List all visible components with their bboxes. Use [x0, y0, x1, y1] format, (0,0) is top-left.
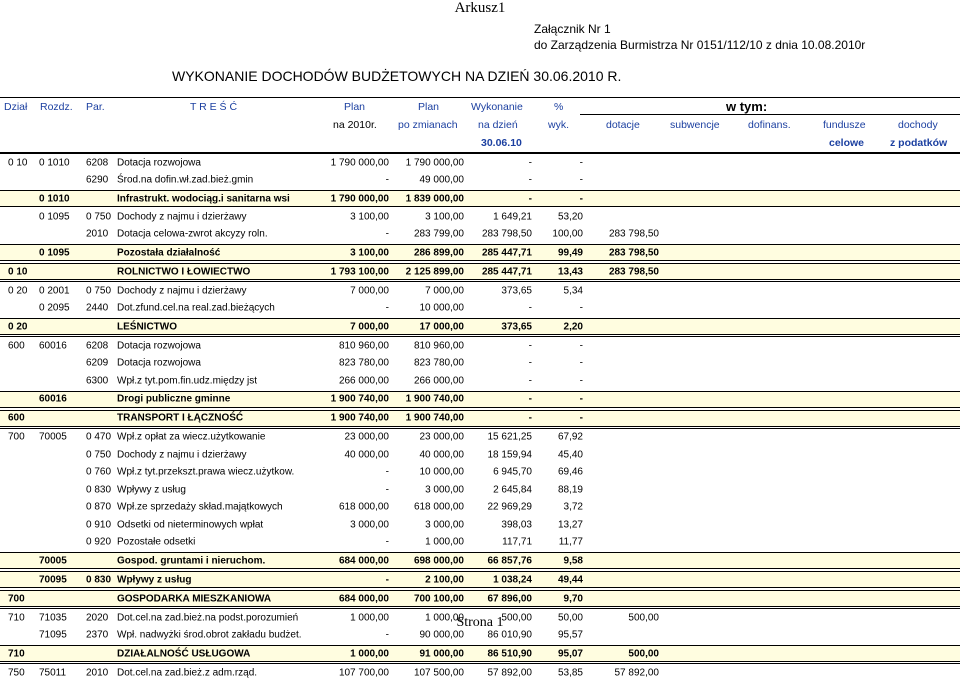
plan-changed-value: 1 900 740,00 — [405, 412, 464, 424]
plan-value: 1 900 740,00 — [330, 412, 389, 424]
attachment-line-1: Załącznik Nr 1 — [534, 22, 611, 36]
chapter-code: 0 2001 — [39, 285, 70, 297]
description: Odsetki od nieterminowych wpłat — [117, 519, 264, 531]
chapter-code: 0 1010 — [39, 193, 70, 204]
paragraph-code: 0 910 — [86, 519, 112, 531]
division-code: 600 — [8, 340, 25, 352]
execution-percent: 50,00 — [557, 612, 583, 624]
plan-value: 3 000,00 — [350, 519, 389, 531]
col-plan-zm-sub: po zmianach — [398, 119, 458, 131]
col-dofinans: dofinans. — [748, 119, 791, 131]
subsidy-value: 57 892,00 — [614, 667, 659, 679]
execution-percent: 67,92 — [557, 431, 583, 443]
plan-changed-value: 2 100,00 — [425, 574, 464, 585]
plan-value: - — [385, 302, 389, 314]
plan-changed-value: 107 500,00 — [413, 667, 464, 679]
plan-value: 7 000,00 — [350, 321, 389, 332]
paragraph-code: 6300 — [86, 375, 109, 387]
execution-percent: - — [579, 174, 583, 186]
document-title: WYKONANIE DOCHODÓW BUDŻETOWYCH NA DZIEŃ 30.06.2010 R. — [172, 68, 622, 84]
col-plan-zm: Plan — [418, 101, 440, 113]
plan-changed-value: 7 000,00 — [425, 285, 464, 297]
execution-value: 86 510,90 — [487, 648, 532, 659]
execution-value: - — [528, 340, 532, 352]
col-pct: % — [554, 101, 564, 113]
table-row — [0, 428, 960, 447]
execution-percent: 5,34 — [563, 285, 583, 297]
summary-row — [0, 243, 960, 262]
division-code: 0 20 — [8, 321, 28, 332]
plan-changed-value: 1 000,00 — [425, 612, 464, 624]
description: ROLNICTWO I ŁOWIECTWO — [117, 266, 251, 277]
execution-value: 285 447,71 — [481, 266, 532, 277]
plan-changed-value: 283 799,00 — [413, 228, 464, 240]
summary-row — [0, 570, 960, 589]
division-code: 710 — [8, 648, 25, 659]
summary-row — [0, 644, 960, 663]
execution-value: - — [528, 393, 532, 405]
plan-changed-value: 823 780,00 — [413, 357, 464, 369]
description: Dochody z najmu i dzierżawy — [117, 211, 247, 223]
description: Dotacja celowa-zwrot akcyzy roln. — [117, 228, 268, 240]
table-row — [0, 172, 960, 190]
plan-changed-value: 3 000,00 — [425, 484, 464, 496]
paragraph-code: 0 750 — [86, 285, 112, 297]
plan-changed-value: 2 125 899,00 — [405, 266, 464, 277]
plan-changed-value: 1 900 740,00 — [405, 393, 464, 405]
execution-percent: 13,43 — [557, 266, 583, 277]
division-code: 0 10 — [8, 157, 28, 169]
description: Gospod. gruntami i nieruchom. — [117, 555, 266, 566]
plan-changed-value: 698 000,00 — [413, 555, 464, 566]
summary-row — [0, 551, 960, 570]
description: Dotacja rozwojowa — [117, 357, 201, 369]
attachment-line-2: do Zarządzenia Burmistrza Nr 0151/112/10 z dnia 10.08.2010r — [534, 38, 866, 52]
execution-value: 22 969,29 — [487, 501, 532, 513]
description: Wpływy z usług — [117, 484, 186, 496]
plan-value: - — [385, 174, 389, 186]
execution-percent: - — [579, 302, 583, 314]
execution-value: 1 649,21 — [493, 211, 532, 223]
table-row — [0, 499, 960, 517]
description: TRANSPORT I ŁĄCZNOŚĆ — [117, 412, 244, 424]
execution-value: 15 621,25 — [487, 431, 532, 443]
col-tresc: T R E Ś Ć — [190, 101, 238, 113]
execution-percent: 9,58 — [563, 555, 583, 566]
division-code: 700 — [8, 593, 25, 604]
execution-percent: 69,46 — [557, 466, 583, 478]
description: LEŚNICTWO — [117, 321, 177, 332]
execution-value: - — [528, 375, 532, 387]
plan-changed-value: 90 000,00 — [419, 629, 464, 641]
col-plan: Plan — [344, 101, 366, 113]
description: Drogi publiczne gminne — [117, 393, 231, 405]
execution-percent: 99,49 — [557, 247, 583, 258]
plan-value: 266 000,00 — [338, 375, 389, 387]
table-row — [0, 336, 960, 355]
description: GOSPODARKA MIESZKANIOWA — [117, 593, 272, 604]
execution-value: 86 010,90 — [487, 629, 532, 641]
execution-value: 398,03 — [501, 519, 532, 531]
summary-row — [0, 390, 960, 409]
plan-value: - — [385, 466, 389, 478]
execution-value: 500,00 — [501, 612, 532, 624]
chapter-code: 0 2095 — [39, 302, 70, 314]
plan-value: - — [385, 536, 389, 548]
table-row — [0, 481, 960, 499]
paragraph-code: 6209 — [86, 357, 109, 369]
paragraph-code: 2370 — [86, 629, 109, 641]
description: Wpł.z opłat za wiecz.użytkowanie — [117, 431, 266, 443]
execution-percent: 53,20 — [557, 211, 583, 223]
paragraph-code: 0 870 — [86, 501, 112, 513]
col-pct-sub: wyk. — [548, 119, 569, 131]
description: Dot.cel.na zad.bież.z adm.rząd. — [117, 667, 258, 679]
page-footer: Strona 1 — [456, 615, 504, 630]
paragraph-code: 0 830 — [86, 574, 112, 585]
division-code: 600 — [8, 412, 25, 424]
table-row — [0, 153, 960, 172]
plan-value: 40 000,00 — [344, 449, 389, 461]
plan-value: - — [385, 574, 389, 585]
execution-value: - — [528, 412, 532, 424]
execution-percent: - — [579, 357, 583, 369]
plan-changed-value: 286 899,00 — [413, 247, 464, 258]
subsidy-value: 283 798,50 — [608, 228, 659, 240]
execution-percent: 9,70 — [563, 593, 583, 604]
plan-changed-value: 91 000,00 — [419, 648, 464, 659]
paragraph-code: 0 830 — [86, 484, 112, 496]
execution-percent: 11,77 — [558, 536, 583, 548]
execution-value: 285 447,71 — [481, 247, 532, 258]
chapter-code: 70095 — [39, 574, 67, 585]
chapter-code: 70005 — [39, 555, 67, 566]
col-wyk-date: 30.06.10 — [481, 137, 522, 149]
execution-value: 1 038,24 — [493, 574, 532, 585]
plan-changed-value: 23 000,00 — [419, 431, 464, 443]
summary-row — [0, 409, 960, 428]
paragraph-code: 2010 — [86, 228, 109, 240]
execution-value: 373,65 — [501, 285, 532, 297]
paragraph-code: 2020 — [86, 612, 109, 624]
execution-percent: 2,20 — [563, 321, 583, 332]
plan-value: 1 790 000,00 — [330, 157, 389, 169]
description: Dotacja rozwojowa — [117, 340, 201, 352]
execution-value: - — [528, 193, 532, 204]
execution-value: 18 159,94 — [487, 449, 532, 461]
col-plan-sub: na 2010r. — [333, 119, 377, 131]
plan-changed-value: 1 839 000,00 — [405, 193, 464, 204]
execution-value: 117,71 — [502, 536, 532, 548]
execution-percent: - — [579, 340, 583, 352]
description: DZIAŁALNOŚĆ USŁUGOWA — [117, 648, 251, 659]
plan-value: 684 000,00 — [338, 593, 389, 604]
chapter-code: 0 1095 — [39, 211, 70, 223]
plan-value: 684 000,00 — [338, 555, 389, 566]
summary-row — [0, 189, 960, 208]
execution-percent: - — [579, 393, 583, 405]
paragraph-code: 6208 — [86, 340, 109, 352]
plan-value: 1 000,00 — [350, 648, 389, 659]
chapter-code: 60016 — [39, 340, 67, 352]
paragraph-code: 2010 — [86, 667, 109, 679]
execution-value: - — [528, 157, 532, 169]
plan-value: 107 700,00 — [338, 667, 389, 679]
paragraph-code: 6290 — [86, 174, 109, 186]
division-code: 0 10 — [8, 266, 28, 277]
paragraph-code: 0 750 — [86, 449, 112, 461]
col-dochody: dochody — [898, 119, 938, 131]
col-wyk: Wykonanie — [471, 101, 523, 113]
col-rozdz: Rozdz. — [40, 101, 73, 113]
chapter-code: 0 1010 — [39, 157, 70, 169]
plan-value: 618 000,00 — [338, 501, 389, 513]
chapter-code: 60016 — [39, 393, 67, 405]
paragraph-code: 0 920 — [86, 536, 112, 548]
subsidy-value: 500,00 — [628, 612, 659, 624]
col-subwencje: subwencje — [670, 119, 720, 131]
execution-value: 57 892,00 — [487, 667, 532, 679]
plan-changed-value: 1 790 000,00 — [405, 157, 464, 169]
table-row — [0, 226, 960, 244]
table-row — [0, 208, 960, 226]
execution-percent: 45,40 — [557, 449, 583, 461]
paragraph-code: 0 750 — [86, 211, 112, 223]
execution-value: 373,65 — [501, 321, 532, 332]
division-code: 750 — [8, 667, 25, 679]
chapter-code: 0 1095 — [39, 247, 70, 258]
plan-value: - — [385, 228, 389, 240]
description: Dochody z najmu i dzierżawy — [117, 285, 247, 297]
description: Wpł.ze sprzedaży skład.majątkowych — [117, 501, 283, 513]
col-wyk-sub: na dzień — [478, 119, 518, 131]
plan-value: 1 793 100,00 — [330, 266, 389, 277]
description: Dot.zfund.cel.na real.zad.bieżących — [117, 302, 275, 314]
description: Dotacja rozwojowa — [117, 157, 201, 169]
plan-changed-value: 10 000,00 — [419, 302, 464, 314]
execution-percent: 53,85 — [557, 667, 583, 679]
plan-changed-value: 266 000,00 — [413, 375, 464, 387]
execution-value: 67 896,00 — [487, 593, 532, 604]
description: Środ.na dofin.wł.zad.bież.gmin — [117, 174, 254, 186]
description: Pozostała działalność — [117, 247, 221, 258]
execution-value: 283 798,50 — [481, 228, 532, 240]
paragraph-code: 2440 — [86, 302, 109, 314]
description: Infrastrukt. wodociąg.i sanitarna wsi — [117, 193, 290, 204]
plan-changed-value: 17 000,00 — [419, 321, 464, 332]
col-fundusze-sub: celowe — [829, 137, 865, 149]
plan-value: - — [385, 629, 389, 641]
table-row — [0, 464, 960, 482]
execution-value: - — [528, 357, 532, 369]
plan-value: 810 960,00 — [338, 340, 389, 352]
plan-value: 7 000,00 — [350, 285, 389, 297]
execution-value: 2 645,84 — [493, 484, 532, 496]
plan-changed-value: 700 100,00 — [413, 593, 464, 604]
description: Wpł.z tyt.pom.fin.udz.między jst — [117, 375, 258, 387]
table-row — [0, 663, 960, 682]
plan-changed-value: 40 000,00 — [419, 449, 464, 461]
plan-changed-value: 3 000,00 — [425, 519, 464, 531]
plan-changed-value: 1 000,00 — [425, 536, 464, 548]
col-dzial: Dział — [4, 101, 28, 113]
table-row — [0, 534, 960, 552]
division-code: 700 — [8, 431, 25, 443]
col-dochody-sub: z podatków — [890, 137, 948, 149]
paragraph-code: 0 470 — [86, 431, 112, 443]
description: Wpływy z usług — [117, 574, 192, 585]
col-par: Par. — [86, 101, 105, 113]
execution-percent: 13,27 — [557, 519, 583, 531]
execution-value: - — [528, 302, 532, 314]
col-fundusze: fundusze — [823, 119, 866, 131]
description: Dot.cel.na zad.bież.na podst.porozumień — [117, 612, 299, 624]
execution-percent: 95,57 — [557, 629, 583, 641]
execution-percent: 3,72 — [563, 501, 583, 513]
table-row — [0, 372, 960, 390]
table-body — [0, 153, 960, 682]
plan-changed-value: 49 000,00 — [419, 174, 464, 186]
execution-percent: - — [579, 193, 583, 204]
table-row — [0, 281, 960, 300]
plan-value: 1 790 000,00 — [330, 193, 389, 204]
plan-value: 3 100,00 — [350, 211, 389, 223]
col-wtym: w tym: — [726, 99, 768, 114]
description: Pozostałe odsetki — [117, 536, 196, 548]
chapter-code: 71035 — [39, 612, 67, 624]
summary-row — [0, 589, 960, 608]
execution-percent: - — [579, 375, 583, 387]
plan-changed-value: 3 100,00 — [425, 211, 464, 223]
plan-value: 3 100,00 — [350, 247, 389, 258]
division-code: 710 — [8, 612, 25, 624]
description: Wpł. nadwyżki środ.obrot zakładu budżet. — [117, 629, 302, 641]
sheet-name: Arkusz1 — [454, 0, 506, 16]
plan-changed-value: 618 000,00 — [413, 501, 464, 513]
execution-percent: 100,00 — [552, 228, 583, 240]
chapter-code: 70005 — [39, 431, 67, 443]
table-row — [0, 300, 960, 318]
paragraph-code: 0 760 — [86, 466, 112, 478]
subsidy-value: 283 798,50 — [608, 266, 659, 277]
chapter-code: 75011 — [39, 667, 67, 679]
plan-value: - — [385, 484, 389, 496]
table-row — [0, 516, 960, 534]
plan-changed-value: 10 000,00 — [419, 466, 464, 478]
summary-row — [0, 317, 960, 336]
plan-value: 1 900 740,00 — [330, 393, 389, 405]
execution-percent: 49,44 — [557, 574, 583, 585]
chapter-code: 71095 — [39, 629, 67, 641]
execution-percent: 95,07 — [557, 648, 583, 659]
division-code: 0 20 — [8, 285, 28, 297]
paragraph-code: 6208 — [86, 157, 109, 169]
execution-value: 6 945,70 — [493, 466, 532, 478]
col-dotacje: dotacje — [606, 119, 640, 131]
plan-value: 823 780,00 — [338, 357, 389, 369]
plan-value: 23 000,00 — [344, 431, 389, 443]
table-row — [0, 446, 960, 464]
table-row — [0, 355, 960, 373]
description: Wpł.z tyt.przekszt.prawa wiecz.użytkow. — [117, 466, 295, 478]
execution-percent: - — [579, 157, 583, 169]
execution-percent: 88,19 — [557, 484, 583, 496]
execution-value: 66 857,76 — [487, 555, 532, 566]
execution-value: - — [528, 174, 532, 186]
execution-percent: - — [579, 412, 583, 424]
table-header — [0, 97, 960, 153]
plan-value: 1 000,00 — [350, 612, 389, 624]
subsidy-value: 500,00 — [628, 648, 659, 659]
description: Dochody z najmu i dzierżawy — [117, 449, 247, 461]
subsidy-value: 283 798,50 — [608, 247, 659, 258]
plan-changed-value: 810 960,00 — [413, 340, 464, 352]
summary-row — [0, 262, 960, 281]
